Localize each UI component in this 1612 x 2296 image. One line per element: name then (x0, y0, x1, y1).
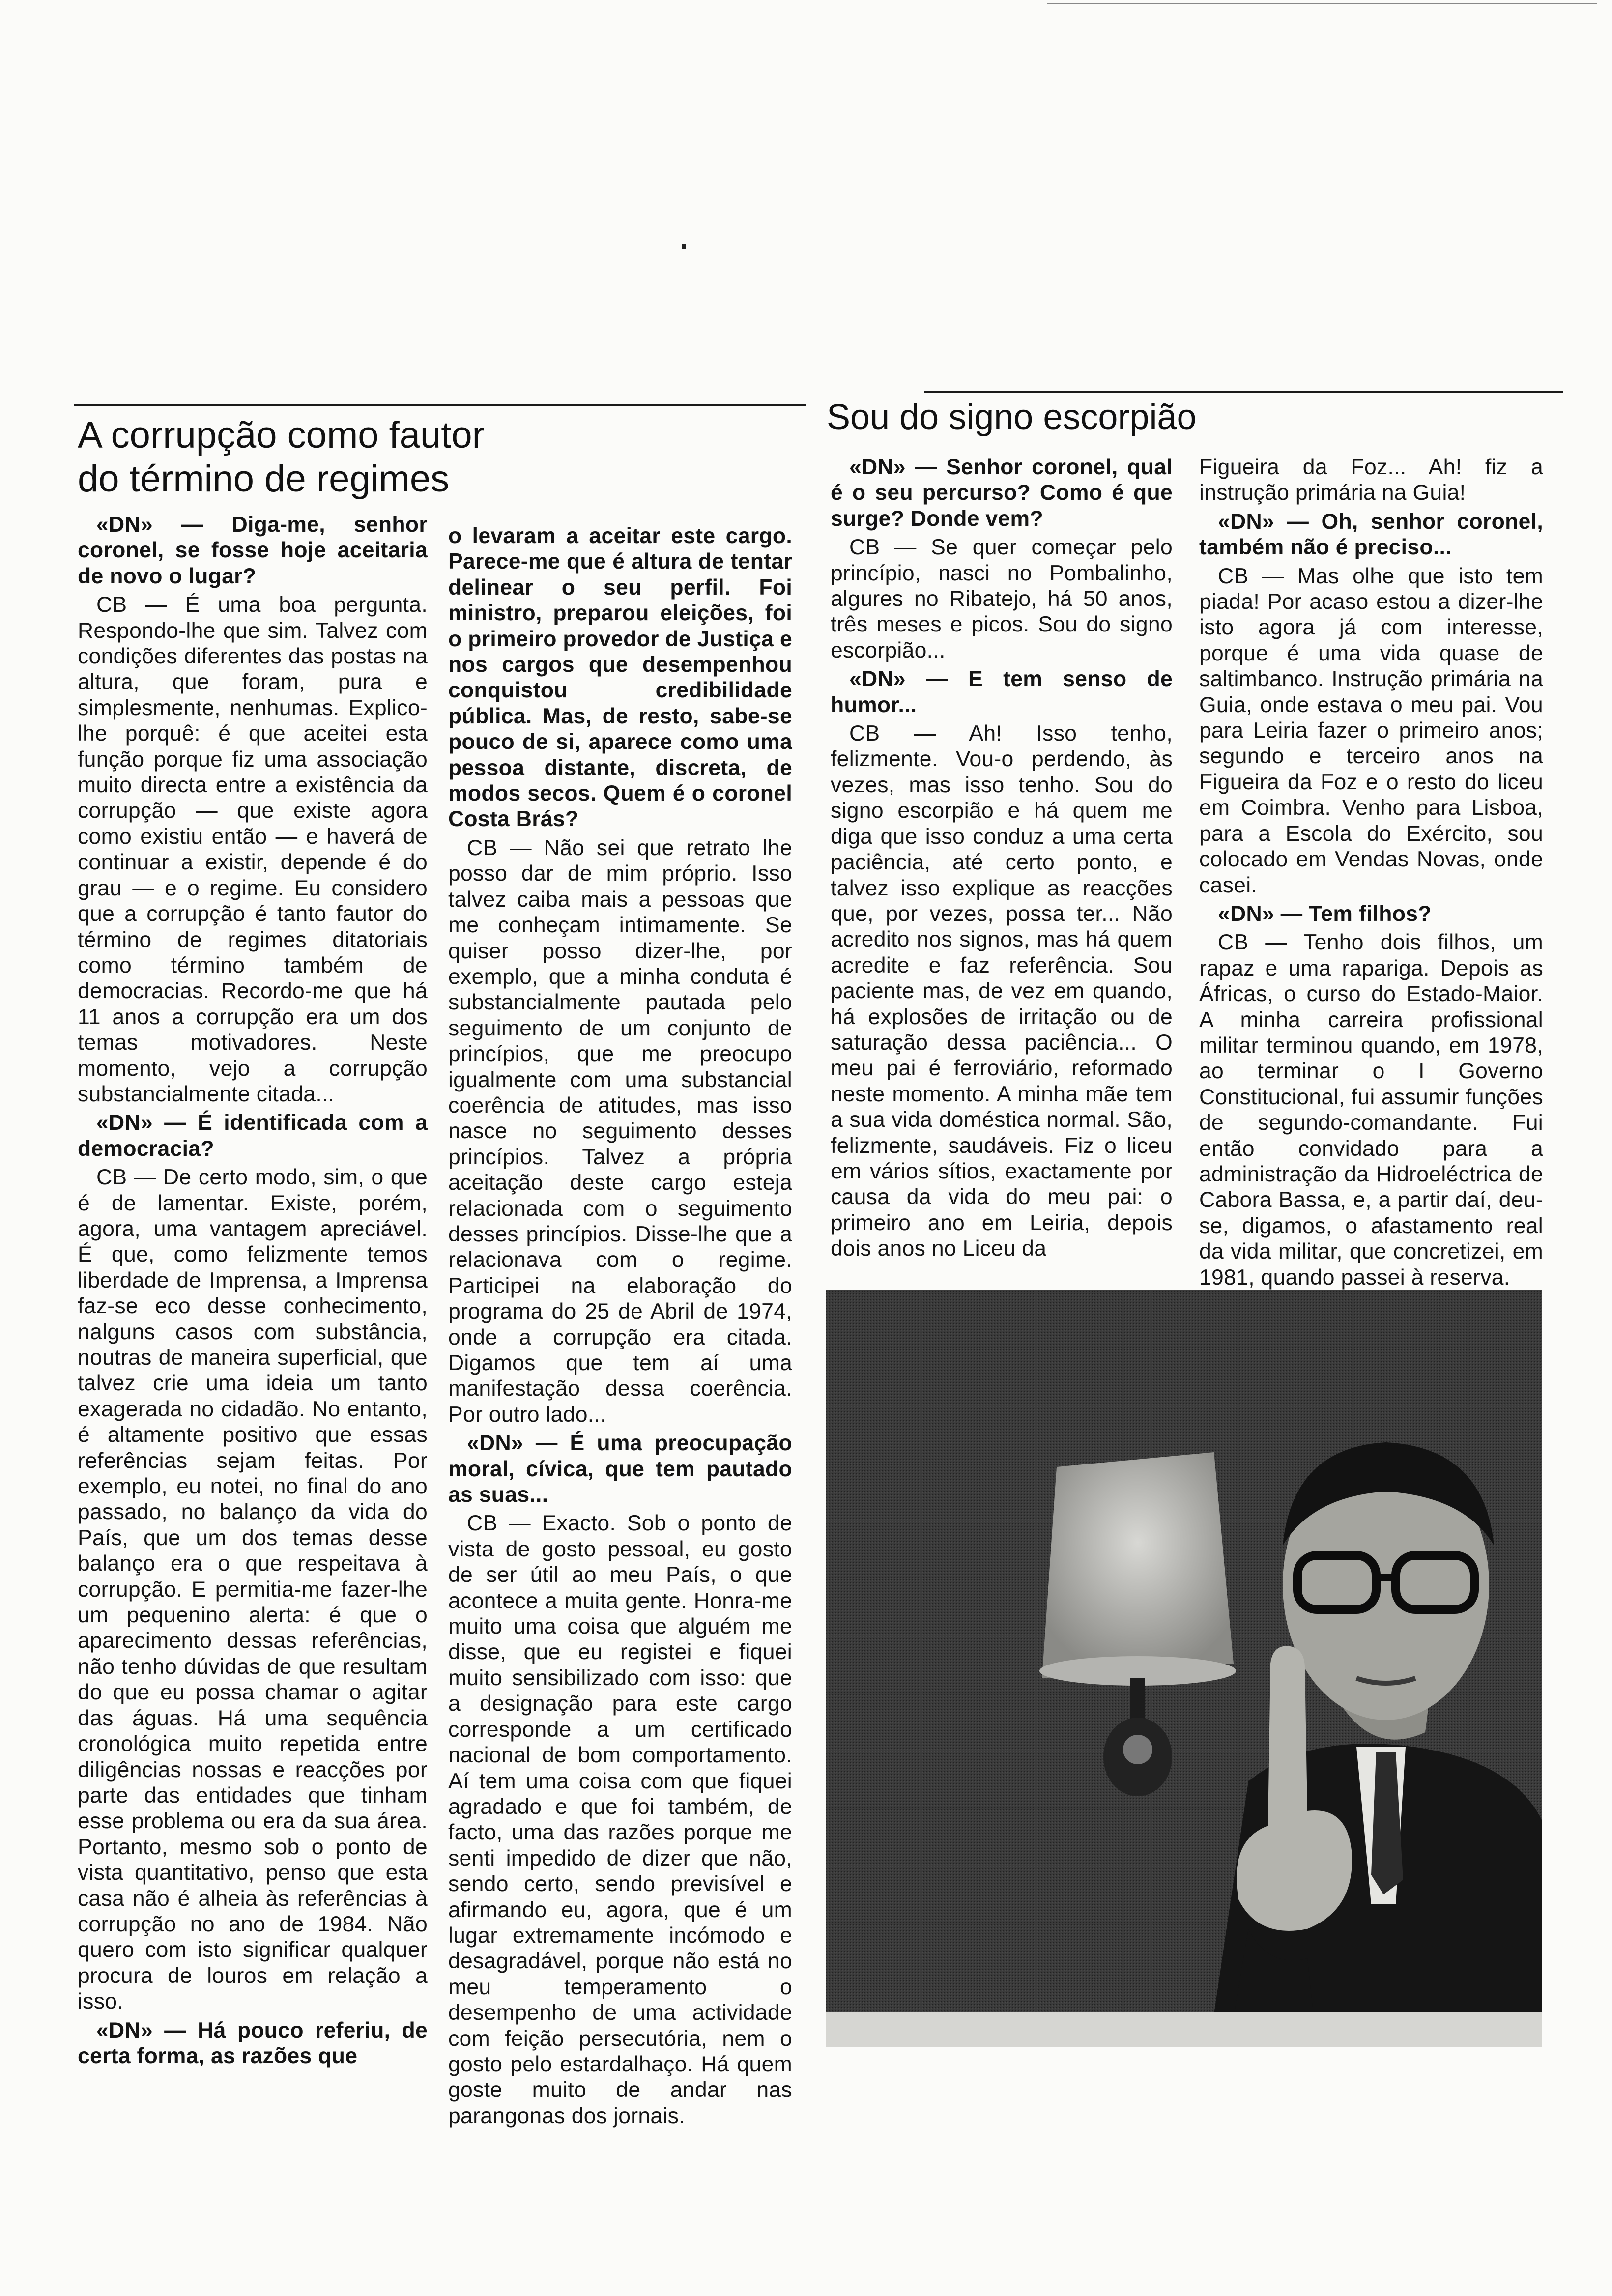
interview-answer: CB — Exacto. Sob o ponto de vista de gosto pessoal, eu gosto de ser útil ao meu País, o que acontece a muita gente. Honra-me muito uma coisa que alguém me disse, que eu registei e fiquei muito sensibilizado com isso: que a designação para este cargo corresponde a um certificado nacional de bom comportamento. Aí tem uma coisa com que fiquei agradado e que foi também, de facto, uma das razões porque me senti impedido de dizer que não, sendo certo, sendo previsível e afirmando eu, agora, que é um lugar extremamente incómodo e desagradável, porque não está no meu temperamento o desempenho de uma actividade com feição persecutória, nem o gosto pelo estardalhaço. Há quem goste muito de andar nas parangonas dos jornais. (448, 1511, 792, 2128)
interview-answer: CB — De certo modo, sim, o que é de lamentar. Existe, porém, agora, uma vantagem apreciável. É que, como felizmente temos liberdade de Imprensa, a Imprensa faz-se eco desse conhecimento, nalguns casos com substância, noutras de maneira superficial, que talvez crie uma ideia um tanto exagerada no cidadão. No entanto, é altamente positivo que essas referências sejam feitas. Por exemplo, eu notei, no final do ano passado, no balanço da vida do País, que um dos temas desse balanço era o que respeitava à corrupção. E permitia-me fazer-lhe um pequenino alerta: é que o aparecimento dessas referências, não tenho dúvidas de que resultam do que eu possa chamar o agitar das águas. Há uma sequência cronológica muito repetida entre diligências nossas e reacções por parte das entidades que tinham esse problema ou era da sua área. Portanto, mesmo sob o ponto de vista quantitativo, penso que esta casa não é alheia às referências à corrupção no ano de 1984. Não quero com isto significar qualquer procura de louros em relação a isso. (78, 1165, 428, 2014)
interview-answer: CB — Ah! Isso tenho, felizmente. Vou-o perdendo, às vezes, mas isso tenho. Sou do signo escorpião e há quem me diga que isso conduz a uma certa paciência, até certo ponto, e talvez isso explique as reacções que, por vezes, possa ter... Não acredito nos signos, mas há quem acredite e faz referência. Sou paciente mas, de vez em quando, há explosões de irritação ou de saturação dessa paciência... O meu pai é ferroviário, reformado neste momento. A minha mãe tem a sua vida doméstica normal. São, felizmente, saudáveis. Fiz o liceu em vários sítios, exactamente por causa da vida do meu pai: o primeiro ano em Leiria, depois dois anos no Liceu da (831, 721, 1173, 1261)
interview-answer: CB — Tenho dois filhos, um rapaz e uma rapariga. Depois as Áfricas, o curso do Estado-Maior. A minha carreira profissional militar terminou quando, em 1978, ao terminar o I Governo Constitucional, fui assumir funções de segundo-comandante. Fui então convidado para a administração da Hidroeléctrica de Cabora Bassa, e, a partir daí, deu-se, digamos, o afastamento real da vida militar, que concretizei, em 1981, quando passei à reserva. (1199, 930, 1543, 1290)
interview-answer: CB — Mas olhe que isto tem piada! Por acaso estou a dizer-lhe isto agora já com interesse, porque é uma vida quase de saltimbanco. Instrução primária na Guia, onde estava o meu pai. Vou para Leiria fazer o primeiro anos; segundo e terceiro anos na Figueira da Foz e o resto do liceu em Coimbra. Venho para Lisboa, para a Escola do Exército, sou colocado em Vendas Novas, onde casei. (1199, 564, 1543, 897)
interview-question: «DN» — Há pouco referiu, de certa forma, as razões que (78, 2018, 428, 2068)
interview-answer: CB — Não sei que retrato lhe posso dar de mim próprio. Isso talvez caiba mais a pessoas que me conheçam intimamente. Se quiser posso dizer-lhe, por exemplo, que a minha conduta é substancialmente pautada pelo seguimento de um conjunto de princípios, que me preocupo igualmente com uma substancial coerência de atitudes, mas isso nasce no seguimento desses princípios. Talvez a própria aceitação deste cargo esteja relacionada com o seguimento desses princípios. Disse-lhe que a relacionava com o regime. Participei na elaboração do programa do 25 de Abril de 1974, onde a corrupção era citada. Digamos que tem aí uma manifestação dessa coerência. Por outro lado... (448, 835, 792, 1427)
right-article-top-rule (924, 391, 1563, 393)
portrait-illustration (826, 1290, 1542, 2047)
interview-answer: CB — Se quer começar pelo princípio, nasci no Pombalinho, algures no Ribatejo, há 50 anos, três meses e picos. Sou do signo escorpião... (831, 535, 1173, 662)
dust-mark (682, 244, 686, 249)
interview-answer: Figueira da Foz... Ah! fiz a instrução primária na Guia! (1199, 455, 1543, 505)
interview-question: «DN» — E tem senso de humor... (831, 667, 1173, 717)
interview-question: «DN» — Senhor coronel, qual é o seu percurso? Como é que surge? Donde vem? (831, 455, 1173, 531)
interview-question: o levaram a aceitar este cargo. Parece-me que é altura de tentar delinear o seu perfil. Foi ministro, preparou eleições, foi o primeiro provedor de Justiça e nos cargos que desempenhou conquistou credibilidade pública. Mas, de resto, sabe-se pouco de si, aparece como uma pessoa distante, discreta, de modos secos. Quem é o coronel Costa Brás? (448, 524, 792, 832)
interview-question: «DN» — Oh, senhor coronel, também não é preciso... (1199, 509, 1543, 560)
left-article-column-1 (78, 512, 428, 2068)
interview-answer: CB — É uma boa pergunta. Respondo-lhe que sim. Talvez com condições diferentes das postas na altura, que foram, pura e simplesmente, nenhumas. Explico-lhe porquê: é que aceitei esta função porque fiz uma associação muito directa entre a existência da corrupção — que existe agora como existiu então — e haverá de continuar a existir, depende é do grau — e o regime. Eu considero que a corrupção é tanto fautor do término de regimes ditatoriais como término também de democracias. Recordo-me que há 11 anos a corrupção era um dos temas motivadores. Neste momento, vejo a corrupção substancialmente citada... (78, 593, 428, 1106)
interview-question: «DN» — Diga-me, senhor coronel, se fosse hoje aceitaria de novo o lugar? (78, 513, 428, 588)
left-headline-line2: do término de regimes (78, 458, 450, 500)
right-article-column-1 (831, 455, 1173, 1261)
right-article-column-2 (1199, 455, 1543, 1290)
left-article-top-rule (74, 404, 806, 406)
left-article-column-2 (448, 523, 792, 2128)
portrait-photo (826, 1290, 1542, 2047)
top-edge-line (1047, 3, 1597, 4)
interview-question: «DN» — É uma preocupação moral, cívica, que tem pautado as suas... (448, 1431, 792, 1507)
interview-question: «DN» — É identificada com a democracia? (78, 1111, 428, 1161)
left-headline-line1: A corrupção como fautor (78, 414, 485, 456)
right-headline: Sou do signo escorpião (827, 398, 1197, 437)
interview-question: «DN» — Tem filhos? (1218, 901, 1432, 926)
